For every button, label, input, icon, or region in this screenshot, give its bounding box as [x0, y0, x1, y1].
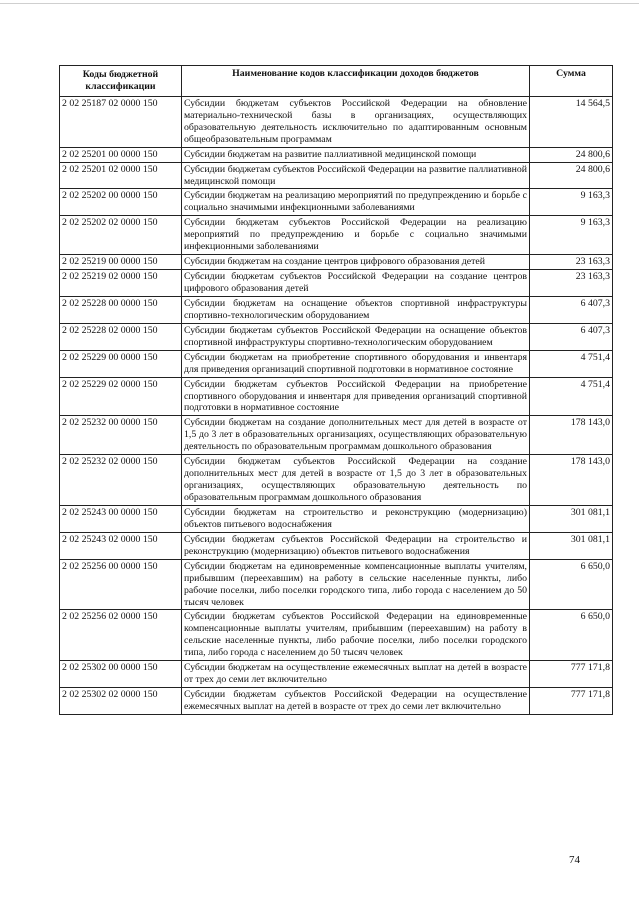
amount-cell: 6 407,3	[530, 296, 613, 323]
table-row	[60, 377, 613, 416]
table-row	[60, 688, 613, 715]
table-row	[60, 189, 613, 216]
classification-name-cell: Субсидии бюджетам субъектов Российской Федерации на развитие паллиативной медицинской помощи	[182, 162, 530, 189]
classification-code-cell: 2 02 25202 00 0000 150	[60, 189, 182, 216]
classification-name-cell: Субсидии бюджетам на создание дополнительных мест для детей в возрасте от 1,5 до 3 лет в образовательных организациях, осуществляющих образовательную деятельность по образовательным программам дошкольного образования	[182, 416, 530, 455]
classification-name-cell: Субсидии бюджетам субъектов Российской Федерации на единовременные компенсационные выплаты учителям, прибывшим (переехавшим) на работу в сельские населенные пункты, либо рабочие поселки, либо поселки городского типа, либо города с населением до 50 тысяч человек	[182, 610, 530, 661]
amount-cell: 4 751,4	[530, 350, 613, 377]
classification-code-cell: 2 02 25201 00 0000 150	[60, 147, 182, 162]
classification-code-cell: 2 02 25243 00 0000 150	[60, 505, 182, 532]
table-row	[60, 296, 613, 323]
classification-code-cell: 2 02 25243 02 0000 150	[60, 532, 182, 559]
column-header-name: Наименование кодов классификации доходов бюджетов	[182, 66, 530, 97]
classification-name-cell: Субсидии бюджетам на создание центров цифрового образования детей	[182, 255, 530, 270]
amount-cell: 178 143,0	[530, 416, 613, 455]
amount-cell: 301 081,1	[530, 532, 613, 559]
classification-name-cell: Субсидии бюджетам субъектов Российской Федерации на создание центров цифрового образования детей	[182, 270, 530, 297]
amount-cell: 9 163,3	[530, 216, 613, 255]
classification-name-cell: Субсидии бюджетам субъектов Российской Федерации на создание дополнительных мест для детей в возрасте от 1,5 до 3 лет в образовательных организациях, осуществляющих образовательную деятельность по образовательным программам дошкольного образования	[182, 455, 530, 506]
budget-revenue-table	[59, 65, 613, 715]
classification-code-cell: 2 02 25228 02 0000 150	[60, 323, 182, 350]
scan-top-edge	[0, 3, 639, 4]
classification-name-cell: Субсидии бюджетам на реализацию мероприятий по предупреждению и борьбе с социально значимыми инфекционными заболеваниями	[182, 189, 530, 216]
classification-name-cell: Субсидии бюджетам на развитие паллиативной медицинской помощи	[182, 147, 530, 162]
classification-name-cell: Субсидии бюджетам субъектов Российской Федерации на осуществление ежемесячных выплат на детей в возрасте от трех до семи лет включительно	[182, 688, 530, 715]
table-row	[60, 96, 613, 147]
column-header-sum: Сумма	[530, 66, 613, 97]
classification-code-cell: 2 02 25232 02 0000 150	[60, 455, 182, 506]
classification-code-cell: 2 02 25202 02 0000 150	[60, 216, 182, 255]
table-row	[60, 661, 613, 688]
table-row	[60, 559, 613, 610]
classification-name-cell: Субсидии бюджетам на оснащение объектов спортивной инфраструктуры спортивно-технологическим оборудованием	[182, 296, 530, 323]
table-row	[60, 147, 613, 162]
classification-code-cell: 2 02 25219 02 0000 150	[60, 270, 182, 297]
table-row	[60, 216, 613, 255]
classification-name-cell: Субсидии бюджетам субъектов Российской Федерации на обновление материально-технической базы в организациях, осуществляющих образовательную деятельность исключительно по адаптированным основным общеобразовательным программам	[182, 96, 530, 147]
amount-cell: 23 163,3	[530, 255, 613, 270]
classification-name-cell: Субсидии бюджетам на строительство и реконструкцию (модернизацию) объектов питьевого водоснабжения	[182, 505, 530, 532]
table-row	[60, 255, 613, 270]
classification-name-cell: Субсидии бюджетам субъектов Российской Федерации на оснащение объектов спортивной инфраструктуры спортивно-технологическим оборудованием	[182, 323, 530, 350]
classification-name-cell: Субсидии бюджетам субъектов Российской Федерации на строительство и реконструкцию (модернизацию) объектов питьевого водоснабжения	[182, 532, 530, 559]
amount-cell: 777 171,8	[530, 661, 613, 688]
amount-cell: 4 751,4	[530, 377, 613, 416]
classification-code-cell: 2 02 25232 00 0000 150	[60, 416, 182, 455]
classification-code-cell: 2 02 25228 00 0000 150	[60, 296, 182, 323]
classification-name-cell: Субсидии бюджетам на приобретение спортивного оборудования и инвентаря для приведения организаций спортивной подготовки в нормативное состояние	[182, 350, 530, 377]
column-header-code: Коды бюджетной классификации	[60, 66, 182, 97]
amount-cell: 178 143,0	[530, 455, 613, 506]
table-row	[60, 610, 613, 661]
classification-name-cell: Субсидии бюджетам субъектов Российской Федерации на реализацию мероприятий по предупреждению и борьбе с социально значимыми инфекционными заболеваниями	[182, 216, 530, 255]
table-row	[60, 532, 613, 559]
classification-name-cell: Субсидии бюджетам на единовременные компенсационные выплаты учителям, прибывшим (переехавшим) на работу в сельские населенные пункты, либо рабочие поселки, либо поселки городского типа, либо города с населением до 50 тысяч человек	[182, 559, 530, 610]
classification-code-cell: 2 02 25256 00 0000 150	[60, 559, 182, 610]
classification-code-cell: 2 02 25302 00 0000 150	[60, 661, 182, 688]
amount-cell: 301 081,1	[530, 505, 613, 532]
table-row	[60, 505, 613, 532]
classification-code-cell: 2 02 25219 00 0000 150	[60, 255, 182, 270]
amount-cell: 14 564,5	[530, 96, 613, 147]
amount-cell: 777 171,8	[530, 688, 613, 715]
classification-code-cell: 2 02 25229 02 0000 150	[60, 377, 182, 416]
classification-name-cell: Субсидии бюджетам субъектов Российской Федерации на приобретение спортивного оборудования и инвентаря для приведения организаций спортивной подготовки в нормативное состояние	[182, 377, 530, 416]
page-number: 74	[569, 854, 580, 866]
table-row	[60, 350, 613, 377]
amount-cell: 24 800,6	[530, 162, 613, 189]
classification-code-cell: 2 02 25187 02 0000 150	[60, 96, 182, 147]
classification-code-cell: 2 02 25302 02 0000 150	[60, 688, 182, 715]
classification-name-cell: Субсидии бюджетам на осуществление ежемесячных выплат на детей в возрасте от трех до семи лет включительно	[182, 661, 530, 688]
amount-cell: 6 650,0	[530, 610, 613, 661]
classification-code-cell: 2 02 25201 02 0000 150	[60, 162, 182, 189]
table-row	[60, 323, 613, 350]
table-header-row	[60, 66, 613, 97]
amount-cell: 6 650,0	[530, 559, 613, 610]
table-row	[60, 162, 613, 189]
amount-cell: 9 163,3	[530, 189, 613, 216]
amount-cell: 23 163,3	[530, 270, 613, 297]
classification-code-cell: 2 02 25229 00 0000 150	[60, 350, 182, 377]
amount-cell: 24 800,6	[530, 147, 613, 162]
classification-code-cell: 2 02 25256 02 0000 150	[60, 610, 182, 661]
table-row	[60, 270, 613, 297]
table-row	[60, 455, 613, 506]
table-row	[60, 416, 613, 455]
table-body	[60, 96, 613, 714]
amount-cell: 6 407,3	[530, 323, 613, 350]
